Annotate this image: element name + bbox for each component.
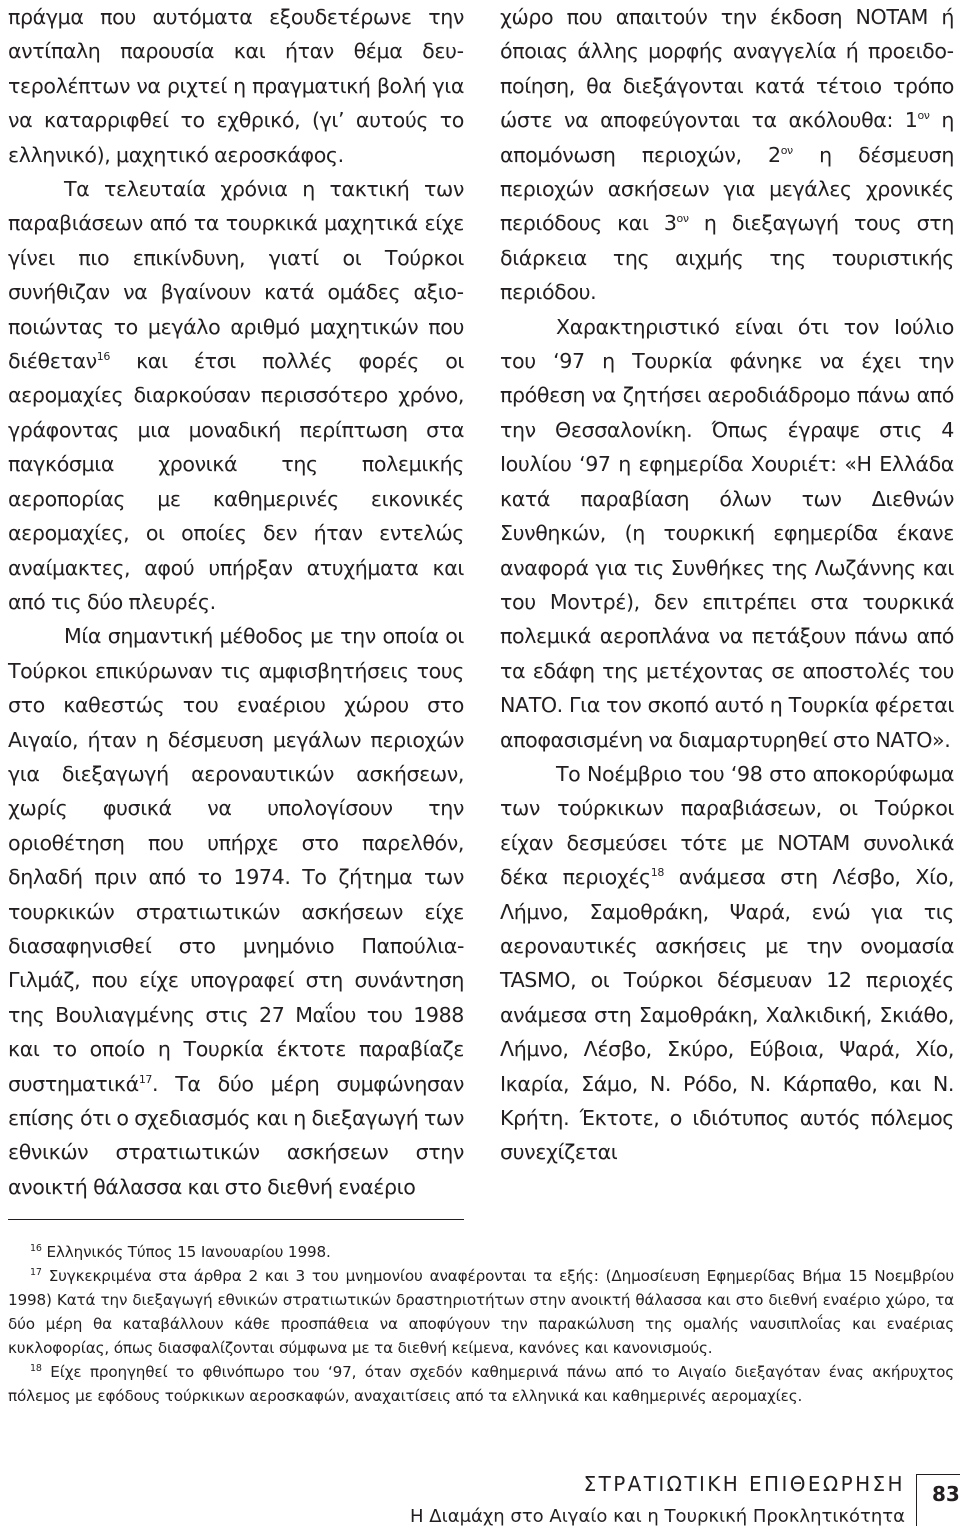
left-column bbox=[8, 0, 464, 1204]
footnotes bbox=[8, 1240, 954, 1408]
paragraph: Χαρακτηριστικό είναι ότι τον Ιούλιο του ‘97 η Τουρκία φάνηκε να έχει την πρόθεση να ζητήσει αεροδιάδρομο πάνω από την Θεσσαλονίκη. Όπως έγραψε στις 4 Ιουλίου ‘97 η εφημερίδα Χουριέτ: «Η Ελλάδα κατά παραβίαση όλων των Διεθνών Συνθηκών, (η τουρκική εφημερίδα έκανε αναφορά για τις Συνθήκες της Λωζάννης και του Μοντρέ), δεν επιτρέπει στα τουρκικά πολεμικά αεροπλάνα να πετάξουν πάνω από τα εδάφη της μετέχοντας σε αποστολές του ΝΑΤΟ. Για τον σκοπό αυτό η Τουρκία φέρεται αποφασισμένη να διαμαρτυρηθεί στο ΝΑΤΟ». bbox=[500, 314, 954, 752]
page-footer bbox=[200, 1470, 905, 1530]
article-subtitle: Η Διαμάχη στο Αιγαίο και η Τουρκική Προκλητικότητα bbox=[410, 1506, 905, 1527]
paragraph: Τα τελευταία χρόνια η τακτική των παραβιάσεων από τα τουρκικά μαχητικά είχε γίνει πιο επικίνδυνη, γιατί οι Τούρκοι συνήθιζαν να βγαίνουν κατά ομάδες αξιοποιώντας το μεγάλο αριθμό μαχητικών που διέθεταν$^{16}$ και έτσι πολλές φορές οι αερομαχίες διαρκούσαν περισσότερο χρόνο, γράφοντας μια μοναδική περίπτωση στα παγκόσμια χρονικά της πολεμικής αεροπορίας με καθημερινές εικονικές αερομαχίες, οι οποίες δεν ήταν εντελώς αναίμακτες, αφού υπήρξαν ατυχήματα και από τις δύο πλευρές. bbox=[8, 177, 464, 614]
footnote-divider bbox=[8, 1219, 464, 1220]
right-column bbox=[500, 0, 954, 1170]
footnote-ref[interactable]: 17 bbox=[138, 1072, 153, 1086]
footnote-18: $^{18}$ Είχε προηγηθεί το φθινόπωρο του ‘97, όταν σχεδόν καθημερινά πάνω από το Αιγαίο διεξαγόταν ένας ακήρυχτος πόλεμος με εφόδους τούρκικων αεροσκαφών, αναχαιτίσεις από τα ελληνικά και καθημερινές αερομαχίες. bbox=[8, 1362, 954, 1405]
magazine-title: ΣΤΡΑΤΙΩΤΙΚΗ ΕΠΙΘΕΩΡΗΣΗ bbox=[583, 1472, 905, 1496]
footnote-ref[interactable]: 18 bbox=[650, 866, 664, 880]
paragraph: Μία σημαντική μέθοδος με την οποία οι Τούρκοι επικύρωναν τις αμφισβητήσεις τους στο καθεστώς του εναέριου χώρου στο Αιγαίο, ήταν η δέσμευση μεγάλων περιοχών για διεξαγωγή αεροναυτικών ασκήσεων, χωρίς φυσικά να υπολογίσουν την οριοθέτηση που υπήρχε στο παρελθόν, δηλαδή πριν από το 1974. Το ζήτημα των τουρκικών στρατιωτικών ασκήσεων είχε διασαφηνισθεί στο μνημόνιο Παπούλια-Γιλμάζ, που είχε υπογραφεί στη συνάντηση της Βουλιαγμένης στις 27 Μαΐου του 1988 και το οποίο η Τουρκία έκτοτε παραβίαζε συστηματικά$^{17}$. Τα δύο μέρη συμφώνησαν επίσης ότι ο σχεδιασμός και η διεξαγωγή των εθνικών στρατιωτικών ασκήσεων στην ανοικτή θάλασσα και στο διεθνή εναέριο bbox=[8, 624, 464, 1199]
footnote-ref[interactable]: 16 bbox=[96, 350, 110, 364]
paragraph: Το Νοέμβριο του ‘98 στο αποκορύφωμα των τούρκικων παραβιάσεων, οι Τούρκοι είχαν δεσμεύσει τότε με NOTAM συνολικά δέκα περιοχές$^{18}$ ανάμεσα στη Λέσβο, Χίο, Λήμνο, Σαμοθράκη, Ψαρά, ενώ για τις αεροναυτικές ασκήσεις με την ονομασία TASMO, οι Τούρκοι δέσμευαν 12 περιοχές ανάμεσα στη Σαμοθράκη, Χαλκιδική, Σκιάθο, Λήμνο, Λέσβο, Σκύρο, Εύβοια, Ψαρά, Χίο, Ικαρία, Σάμο, Ν. Ρόδο, Ν. Κάρπαθο, και Ν. Κρήτη. Έκτοτε, ο ιδιότυπος αυτός πόλεμος συνεχίζεται bbox=[500, 761, 954, 1165]
page-number: 83 bbox=[932, 1482, 960, 1506]
footnote-17: $^{17}$ Συγκεκριμένα στα άρθρα 2 και 3 του μνημονίου αναφέρονται τα εξής: (Δημοσίευση Εφημερίδας Βήμα 15 Νοεμβρίου 1998) Κατά την διεξαγωγή εθνικών στρατιωτικών δραστηριοτήτων στην ανοικτή θάλασσα και στο διεθνή εναέριο χώρο, τα δύο μέρη θα καταβάλλουν κάθε προσπάθεια να αποφύγουν την παρακώλυση της ομαλής ναυσιπλοΐας και εναέριας κυκλοφορίας, όπως διασφαλίζονται σύμφωνα με τα διεθνή κείμενα, κανόνες και κανονισμούς. bbox=[8, 1266, 954, 1357]
paragraph: πράγμα που αυτόματα εξουδετέρωνε την αντίπαλη παρουσία και ήταν θέμα δευτερολέπτων να ριχτεί η πραγματική βολή για να καταρριφθεί το εχθρικό, (γι’ αυτούς το ελληνικό), μαχητικό αεροσκάφος. bbox=[8, 5, 464, 167]
footnote-16: $^{16}$ Ελληνικός Τύπος 15 Ιανουαρίου 1998. bbox=[30, 1242, 331, 1261]
paragraph: χώρο που απαιτούν την έκδοση NOTAM ή όποιας άλλης μορφής αναγγελία ή προειδοποίηση, θα διεξάγονται κατά τέτοιο τρόπο ώστε να αποφεύγονται τα ακόλουθα: $1^{o\nu}$ η απομόνωση περιοχών, $2^{o\nu}$ η δέσμευση περιοχών ασκήσεων για μεγάλες χρονικές περιόδους και $3^{o\nu}$ η διεξαγωγή τους στη διάρκεια της αιχμής της τουριστικής περιόδου. bbox=[500, 5, 954, 305]
